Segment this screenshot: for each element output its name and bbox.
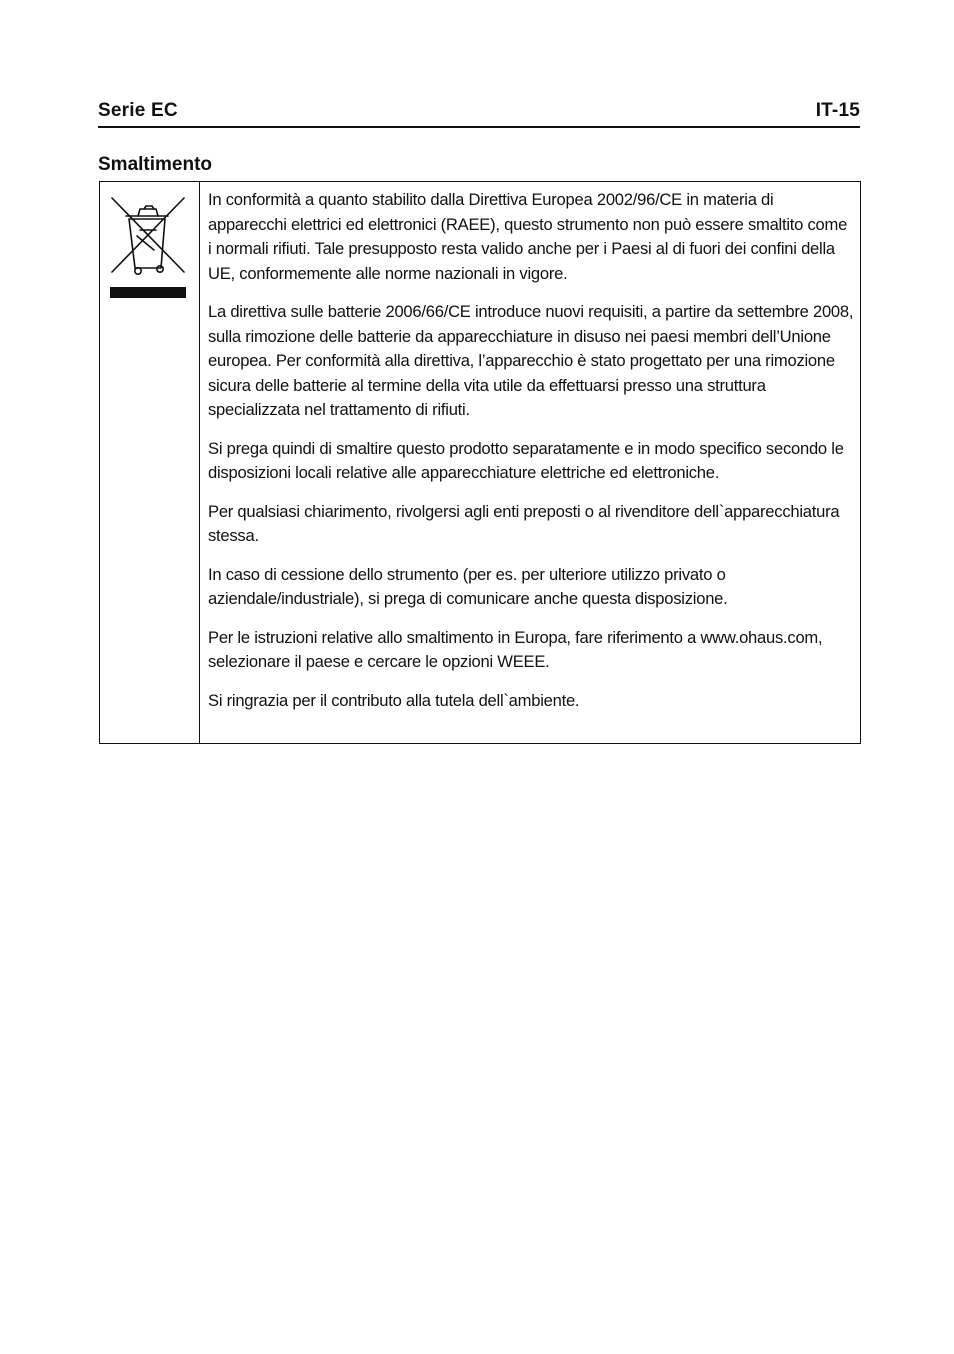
paragraph-europe-instructions: Per le istruzioni relative allo smaltimento in Europa, fare riferimento a www.ohaus.com, selezionare il paese e cercare le opzioni WEEE. <box>208 627 823 671</box>
page-number: IT-15 <box>815 100 860 121</box>
paragraph-battery-directive: La direttiva sulle batterie 2006/66/CE introduce nuovi requisiti, a partire da settembre 2008, sulla rimozione delle batterie da apparecchiature in disuso nei paesi membri dell’Unione europea. Per conformità alla direttiva, l’apparecchio è stato progettato per una rimozione sicura delle batterie al termine della vita utile da effettuarsi presso una struttura specializzata nel trattamento di rifiuti. <box>208 302 854 419</box>
paragraph-thanks: Si ringrazia per il contributo alla tutela dell`ambiente. <box>208 690 580 710</box>
series-title: Serie EC <box>98 100 178 121</box>
disposal-table <box>99 181 861 744</box>
paragraph-transfer: In caso di cessione dello strumento (per es. per ulteriore utilizzo privato o aziendale/industriale), si prega di comunicare anche questa disposizione. <box>208 564 728 608</box>
section-title: Smaltimento <box>98 154 213 175</box>
disposal-text <box>200 182 860 743</box>
paragraph-separate-disposal: Si prega quindi di smaltire questo prodotto separatamente e in modo specifico secondo le disposizioni locali relative alle apparecchiature elettriche ed elettroniche. <box>208 438 844 482</box>
paragraph-weee-directive: In conformità a quanto stabilito dalla Direttiva Europea 2002/96/CE in materia di apparecchi elettrici ed elettronici (RAEE), questo strumento non può essere smaltito come i normali rifiuti. Tale presupposto resta valido anche per i Paesi al di fuori dei confini della UE, conformemente alle norme nazionali in vigore. <box>208 190 848 283</box>
page-header <box>98 98 860 128</box>
crossed-out-wheelie-bin-icon <box>110 196 188 302</box>
paragraph-clarification: Per qualsiasi chiarimento, rivolgersi agli enti preposti o al rivenditore dell`apparecchiatura stessa. <box>208 501 840 545</box>
icon-cell <box>100 182 200 743</box>
